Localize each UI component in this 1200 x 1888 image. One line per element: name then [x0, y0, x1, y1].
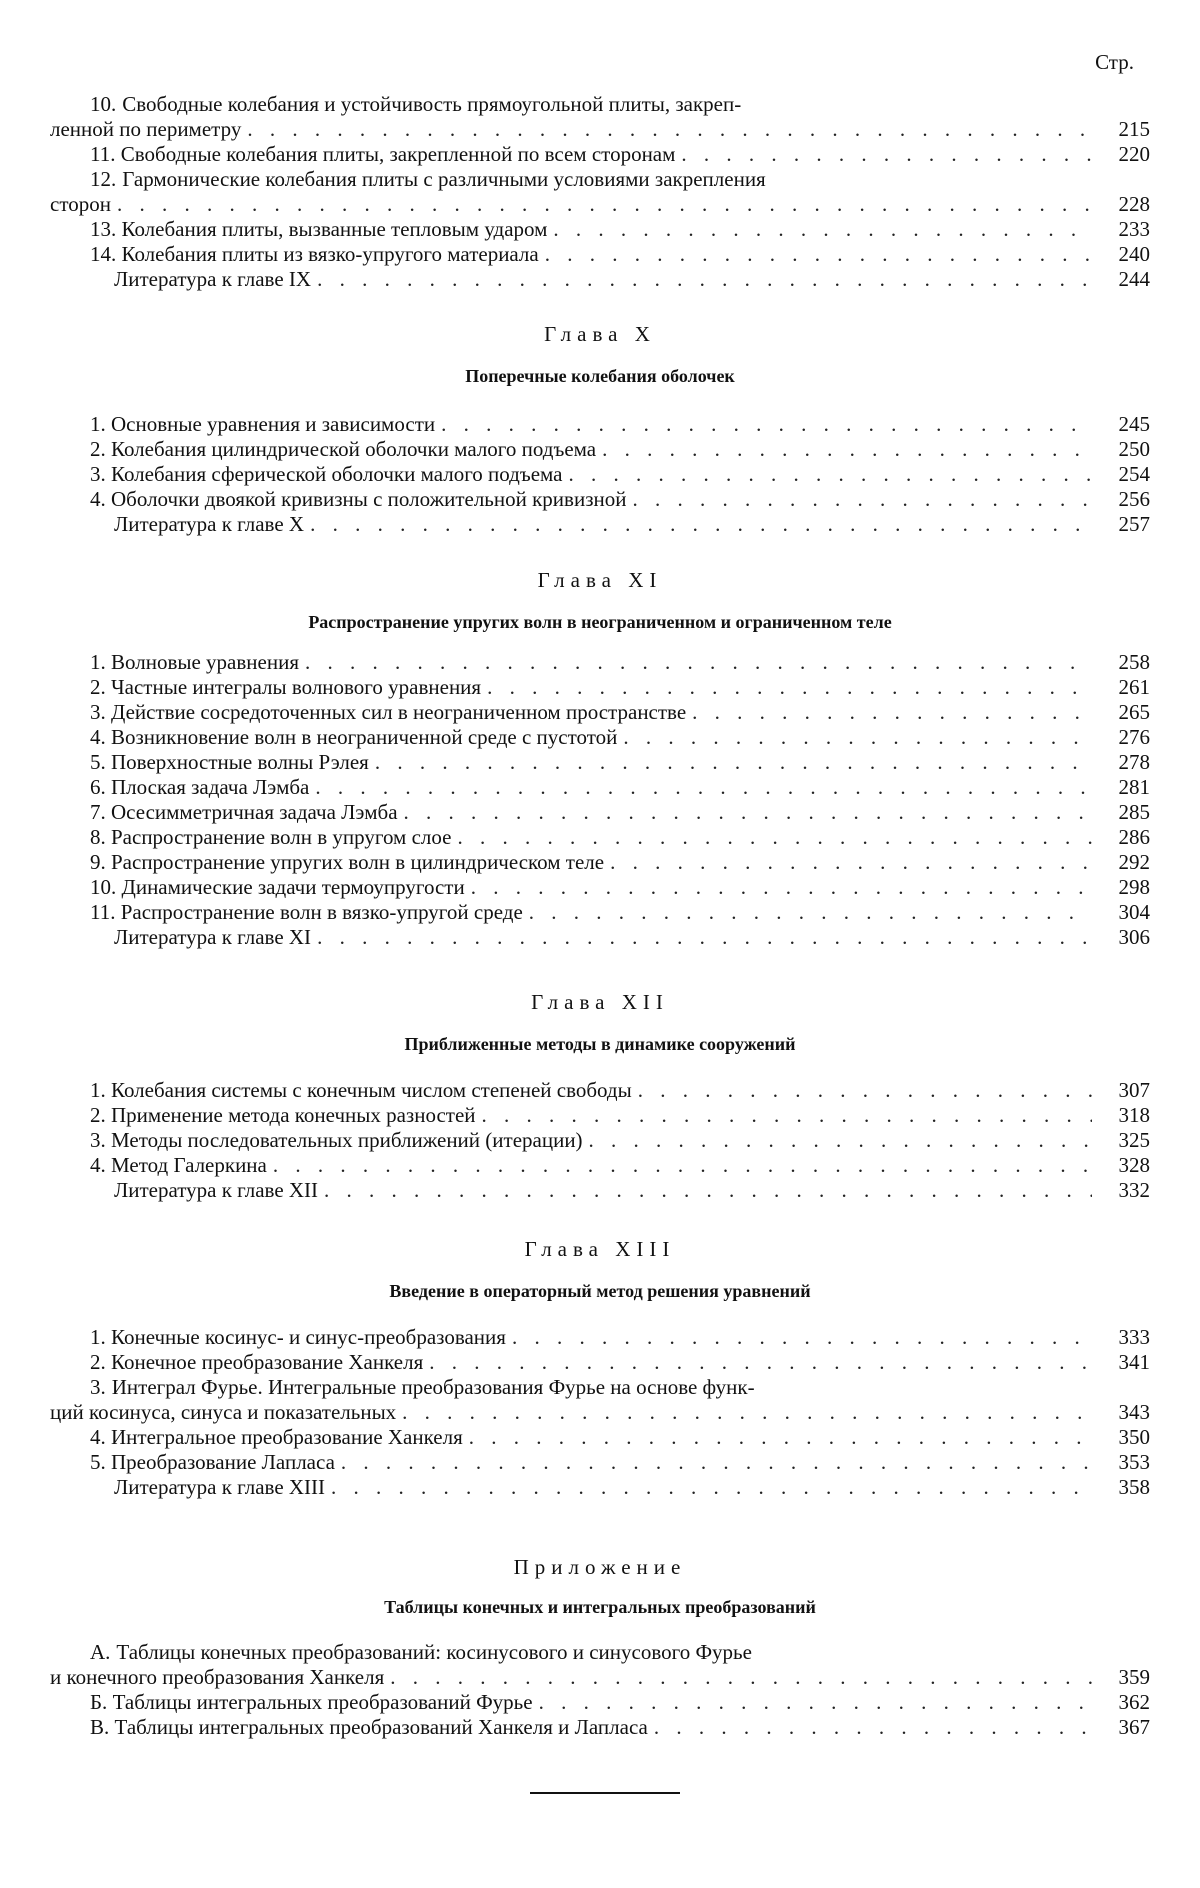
entry-number: 13. [90, 217, 117, 241]
entry-number: 4. [90, 1425, 106, 1449]
entry-text [114, 925, 317, 950]
toc-entry-line [50, 1400, 1150, 1425]
toc-entry-line [50, 675, 1150, 700]
toc-entry [50, 1475, 1150, 1500]
toc-entry [50, 1103, 1150, 1128]
toc-entry-line [50, 242, 1150, 267]
toc-entry [50, 92, 1150, 142]
toc-entry [50, 412, 1150, 437]
toc-entry-line [50, 92, 1150, 117]
leader-dots [471, 875, 1092, 900]
leader-dots [539, 1690, 1092, 1715]
leader-dots [589, 1128, 1092, 1153]
page-number: 325 [1118, 1128, 1150, 1152]
chapter-heading: Глава X [544, 322, 656, 346]
page-number: 228 [1118, 192, 1150, 216]
entry-title: Колебания цилиндрической оболочки малого подъема [111, 437, 597, 461]
page-number: 240 [1118, 242, 1150, 266]
entry-title: Волновые уравнения [111, 650, 299, 674]
toc-entry [50, 825, 1150, 850]
entry-text [90, 1450, 341, 1475]
page-number: 215 [1118, 117, 1150, 141]
toc-entry-line [50, 1078, 1150, 1103]
entry-number: 10. [90, 875, 117, 899]
entry-title: Оболочки двоякой кривизны с положительной кривизной [111, 487, 627, 511]
entry-text [114, 1475, 331, 1500]
toc-section [50, 1640, 1150, 1740]
entry-number: 10. [90, 92, 117, 116]
leader-dots [610, 850, 1092, 875]
leader-dots [441, 412, 1092, 437]
leader-dots [692, 700, 1092, 725]
page-number: 350 [1118, 1425, 1150, 1449]
entry-number: 5. [90, 750, 106, 774]
entry-title: Литература к главе IX [114, 267, 312, 291]
entry-number: 1. [90, 412, 106, 436]
toc-entry [50, 750, 1150, 775]
toc-section [50, 412, 1150, 537]
leader-dots [469, 1425, 1092, 1450]
entry-text [90, 412, 441, 437]
entry-text [90, 217, 553, 242]
entry-text [90, 675, 487, 700]
entry-text [90, 650, 305, 675]
toc-entry-line [50, 850, 1150, 875]
entry-number: 3. [90, 700, 106, 724]
leader-dots [305, 650, 1092, 675]
toc-entry-line [50, 1690, 1150, 1715]
toc-entry-line [50, 1128, 1150, 1153]
entry-title: Преобразование Лапласа [111, 1450, 335, 1474]
entry-title: Конечное преобразование Ханкеля [111, 1350, 424, 1374]
page-number: 367 [1118, 1715, 1150, 1739]
entry-title: Возникновение волн в неограниченной среде с пустотой [111, 725, 618, 749]
leader-dots [317, 267, 1092, 292]
page-number: 258 [1118, 650, 1150, 674]
entry-number: 4. [90, 1153, 106, 1177]
page-number: 332 [1118, 1178, 1150, 1202]
leader-dots [117, 192, 1092, 217]
entry-title: Свободные колебания плиты, закрепленной по всем сторонам [120, 142, 676, 166]
page-number: 298 [1118, 875, 1150, 899]
chapter-heading: Глава XIII [524, 1237, 676, 1261]
chapter-heading: Глава XI [537, 568, 663, 592]
entry-text [90, 750, 375, 775]
toc-entry-line [50, 700, 1150, 725]
toc-entry [50, 1153, 1150, 1178]
entry-title: Распространение волн в вязко-упругой среде [120, 900, 523, 924]
toc-entry-line [50, 800, 1150, 825]
leader-dots [623, 725, 1092, 750]
toc-entry-line [50, 775, 1150, 800]
toc-entry [50, 1078, 1150, 1103]
entry-text [114, 267, 317, 292]
toc-entry-line [50, 267, 1150, 292]
leader-dots [545, 242, 1092, 267]
leader-dots [324, 1178, 1092, 1203]
entry-title: Гармонические колебания плиты с различными условиями закрепления [122, 167, 766, 191]
entry-title: Динамические задачи термоупругости [121, 875, 465, 899]
leader-dots [375, 750, 1092, 775]
toc-entry-line [50, 1325, 1150, 1350]
entry-number: 2. [90, 675, 106, 699]
page-number: 220 [1118, 142, 1150, 166]
toc-entry-line [50, 750, 1150, 775]
page-number: 328 [1118, 1153, 1150, 1177]
entry-title-continued: ленной по периметру [50, 117, 242, 141]
toc-entry-line [50, 650, 1150, 675]
page-number: 358 [1118, 1475, 1150, 1499]
leader-dots [553, 217, 1092, 242]
toc-section [50, 1078, 1150, 1203]
toc-entry [50, 142, 1150, 167]
toc-section [50, 92, 1150, 292]
leader-dots [632, 487, 1092, 512]
page-number: 343 [1118, 1400, 1150, 1424]
toc-entry-line [50, 142, 1150, 167]
toc-entry [50, 217, 1150, 242]
toc-entry [50, 650, 1150, 675]
entry-title: Таблицы конечных преобразований: косинусового и синусового Фурье [116, 1640, 752, 1664]
leader-dots [681, 142, 1092, 167]
leader-dots [482, 1103, 1092, 1128]
entry-number: 2. [90, 437, 106, 461]
entry-number: 11. [90, 900, 116, 924]
entry-title: Литература к главе XI [114, 925, 312, 949]
entry-title: Литература к главе XII [114, 1178, 319, 1202]
entry-number: 6. [90, 775, 106, 799]
toc-entry-line [50, 1153, 1150, 1178]
toc-entry-line [50, 167, 1150, 192]
page-number: 233 [1118, 217, 1150, 241]
closing-rule [530, 1792, 680, 1794]
toc-entry-line [50, 1665, 1150, 1690]
toc-entry-line [50, 1715, 1150, 1740]
entry-number: 1. [90, 1325, 106, 1349]
entry-number: 5. [90, 1450, 106, 1474]
toc-entry-line [50, 1350, 1150, 1375]
toc-entry [50, 1325, 1150, 1350]
entry-title: Применение метода конечных разностей [111, 1103, 476, 1127]
entry-title: Распространение упругих волн в цилиндрическом теле [111, 850, 605, 874]
toc-entry [50, 675, 1150, 700]
toc-entry-line [50, 1475, 1150, 1500]
leader-dots [331, 1475, 1092, 1500]
entry-text [90, 775, 315, 800]
toc-entry [50, 925, 1150, 950]
toc-entry-line [50, 1375, 1150, 1400]
toc-entry-line [50, 925, 1150, 950]
toc-entry [50, 900, 1150, 925]
entry-text [90, 462, 569, 487]
page-number: 257 [1118, 512, 1150, 536]
page-number: 333 [1118, 1325, 1150, 1349]
entry-title: Таблицы интегральных преобразований Фурье [112, 1690, 533, 1714]
entry-title: Методы последовательных приближений (итерации) [111, 1128, 583, 1152]
leader-dots [247, 117, 1092, 142]
entry-title-continued: сторон [50, 192, 111, 216]
entry-number: 7. [90, 800, 106, 824]
toc-entry-line [50, 725, 1150, 750]
entry-title: Плоская задача Лэмба [111, 775, 310, 799]
entry-title: Колебания системы с конечным числом степеней свободы [111, 1078, 632, 1102]
entry-title: Интегральное преобразование Ханкеля [111, 1425, 463, 1449]
entry-title: Свободные колебания и устойчивость прямоугольной плиты, закреп- [122, 92, 742, 116]
toc-entry [50, 1178, 1150, 1203]
toc-entry [50, 800, 1150, 825]
toc-entry [50, 1375, 1150, 1425]
toc-entry [50, 875, 1150, 900]
entry-text [90, 1153, 273, 1178]
entry-text [90, 1690, 539, 1715]
leader-dots [390, 1665, 1092, 1690]
chapter-subtitle: Поперечные колебания оболочек [465, 366, 735, 386]
entry-text [114, 512, 310, 537]
toc-entry-line [50, 1425, 1150, 1450]
page-number: 254 [1118, 462, 1150, 486]
entry-number: 4. [90, 725, 106, 749]
leader-dots [429, 1350, 1092, 1375]
entry-title: Метод Галеркина [111, 1153, 267, 1177]
page-number: 292 [1118, 850, 1150, 874]
chapter-heading: Глава XII [531, 990, 669, 1014]
page-number: 281 [1118, 775, 1150, 799]
entry-text [90, 242, 545, 267]
entry-text [90, 1715, 654, 1740]
entry-title: Литература к главе X [114, 512, 305, 536]
entry-title: Колебания плиты из вязко-упругого материала [121, 242, 539, 266]
leader-dots [602, 437, 1092, 462]
leader-dots [273, 1153, 1092, 1178]
leader-dots [638, 1078, 1092, 1103]
entry-text [90, 1078, 638, 1103]
page-number: 304 [1118, 900, 1150, 924]
entry-number: 12. [90, 167, 117, 191]
page-number: 278 [1118, 750, 1150, 774]
entry-number: 2. [90, 1350, 106, 1374]
toc-entry [50, 775, 1150, 800]
entry-title: Действие сосредоточенных сил в неограниченном пространстве [111, 700, 687, 724]
leader-dots [315, 775, 1092, 800]
entry-text [90, 437, 602, 462]
toc-entry-line [50, 1640, 1150, 1665]
leader-dots [654, 1715, 1092, 1740]
toc-entry-line [50, 217, 1150, 242]
leader-dots [404, 800, 1092, 825]
leader-dots [317, 925, 1092, 950]
page-number: 276 [1118, 725, 1150, 749]
entry-text [90, 142, 681, 167]
entry-title: Поверхностные волны Рэлея [111, 750, 369, 774]
entry-number: 1. [90, 650, 106, 674]
entry-text [90, 1425, 469, 1450]
entry-text [90, 1350, 429, 1375]
leader-dots [341, 1450, 1092, 1475]
entry-title: Осесимметричная задача Лэмба [111, 800, 398, 824]
entry-number: 4. [90, 487, 106, 511]
chapter-subtitle: Таблицы конечных и интегральных преобразований [384, 1597, 816, 1617]
toc-entry [50, 167, 1150, 217]
page-number: 250 [1118, 437, 1150, 461]
entry-number: 9. [90, 850, 106, 874]
toc-entry-line [50, 487, 1150, 512]
toc-entry [50, 1128, 1150, 1153]
entry-title: Распространение волн в упругом слое [111, 825, 452, 849]
toc-entry [50, 1450, 1150, 1475]
toc-entry-line [50, 462, 1150, 487]
toc-entry [50, 487, 1150, 512]
entry-text [90, 725, 623, 750]
entry-text [90, 900, 529, 925]
entry-text [90, 1325, 512, 1350]
toc-entry-line [50, 412, 1150, 437]
page-number: 285 [1118, 800, 1150, 824]
toc-entry-line [50, 1103, 1150, 1128]
entry-title: Колебания плиты, вызванные тепловым ударом [121, 217, 548, 241]
entry-number: Б. [90, 1690, 108, 1714]
toc-entry [50, 437, 1150, 462]
toc-entry [50, 700, 1150, 725]
entry-text [90, 875, 471, 900]
leader-dots [487, 675, 1092, 700]
toc-entry [50, 850, 1150, 875]
toc-entry-line [50, 512, 1150, 537]
page-number: 306 [1118, 925, 1150, 949]
toc-entry [50, 1350, 1150, 1375]
entry-text [90, 800, 404, 825]
leader-dots [512, 1325, 1092, 1350]
entry-number: 14. [90, 242, 117, 266]
page-number: 353 [1118, 1450, 1150, 1474]
entry-text [114, 1178, 324, 1203]
page-number: 265 [1118, 700, 1150, 724]
entry-title: Частные интегралы волнового уравнения [111, 675, 482, 699]
page-number: 286 [1118, 825, 1150, 849]
page-number: 244 [1118, 267, 1150, 291]
chapter-subtitle: Введение в операторный метод решения уравнений [389, 1281, 811, 1301]
entry-title: Конечные косинус- и синус-преобразования [111, 1325, 506, 1349]
page-column-label: Стр. [1095, 50, 1134, 74]
page-number: 362 [1118, 1690, 1150, 1714]
leader-dots [529, 900, 1092, 925]
entry-text [90, 487, 632, 512]
toc-entry-line [50, 875, 1150, 900]
page-number: 261 [1118, 675, 1150, 699]
toc-entry [50, 462, 1150, 487]
toc-section [50, 1325, 1150, 1500]
toc-entry-line [50, 192, 1150, 217]
page-number: 318 [1118, 1103, 1150, 1127]
entry-text [90, 850, 610, 875]
leader-dots [569, 462, 1093, 487]
leader-dots [310, 512, 1092, 537]
entry-number: 11. [90, 142, 116, 166]
entry-number: 3. [90, 1375, 106, 1399]
toc-entry [50, 242, 1150, 267]
entry-title: Литература к главе XIII [114, 1475, 326, 1499]
toc-entry-line [50, 900, 1150, 925]
toc-entry [50, 1425, 1150, 1450]
entry-number: 2. [90, 1103, 106, 1127]
leader-dots [457, 825, 1092, 850]
entry-title: Таблицы интегральных преобразований Ханкеля и Лапласа [114, 1715, 648, 1739]
toc-entry [50, 1715, 1150, 1740]
chapter-subtitle: Распространение упругих волн в неограниченном и ограниченном теле [308, 612, 892, 632]
entry-text [90, 1128, 589, 1153]
entry-number: В. [90, 1715, 110, 1739]
toc-entry [50, 1640, 1150, 1690]
chapter-subtitle: Приближенные методы в динамике сооружений [404, 1034, 796, 1054]
toc-entry-line [50, 1178, 1150, 1203]
entry-number: 1. [90, 1078, 106, 1102]
toc-entry [50, 725, 1150, 750]
toc-entry-line [50, 825, 1150, 850]
entry-number: 3. [90, 1128, 106, 1152]
entry-number: А. [90, 1640, 111, 1664]
toc-entry-line [50, 117, 1150, 142]
page-number: 307 [1118, 1078, 1150, 1102]
toc-entry [50, 267, 1150, 292]
entry-text [90, 1103, 482, 1128]
entry-title: Основные уравнения и зависимости [111, 412, 436, 436]
entry-title: Колебания сферической оболочки малого подъема [111, 462, 563, 486]
entry-number: 8. [90, 825, 106, 849]
entry-number: 3. [90, 462, 106, 486]
page-number: 245 [1118, 412, 1150, 436]
leader-dots [402, 1400, 1092, 1425]
toc-entry [50, 1690, 1150, 1715]
entry-text [90, 700, 692, 725]
entry-title-continued: ций косинуса, синуса и показательных [50, 1400, 397, 1424]
toc-entry [50, 512, 1150, 537]
entry-title: Интеграл Фурье. Интегральные преобразования Фурье на основе функ- [111, 1375, 755, 1399]
page-number: 341 [1118, 1350, 1150, 1374]
toc-section [50, 650, 1150, 950]
toc-entry-line [50, 1450, 1150, 1475]
entry-text [90, 825, 457, 850]
page-number: 359 [1118, 1665, 1150, 1689]
chapter-heading: Приложение [513, 1555, 687, 1579]
entry-title-continued: и конечного преобразования Ханкеля [50, 1665, 385, 1689]
toc-entry-line [50, 437, 1150, 462]
page-number: 256 [1118, 487, 1150, 511]
